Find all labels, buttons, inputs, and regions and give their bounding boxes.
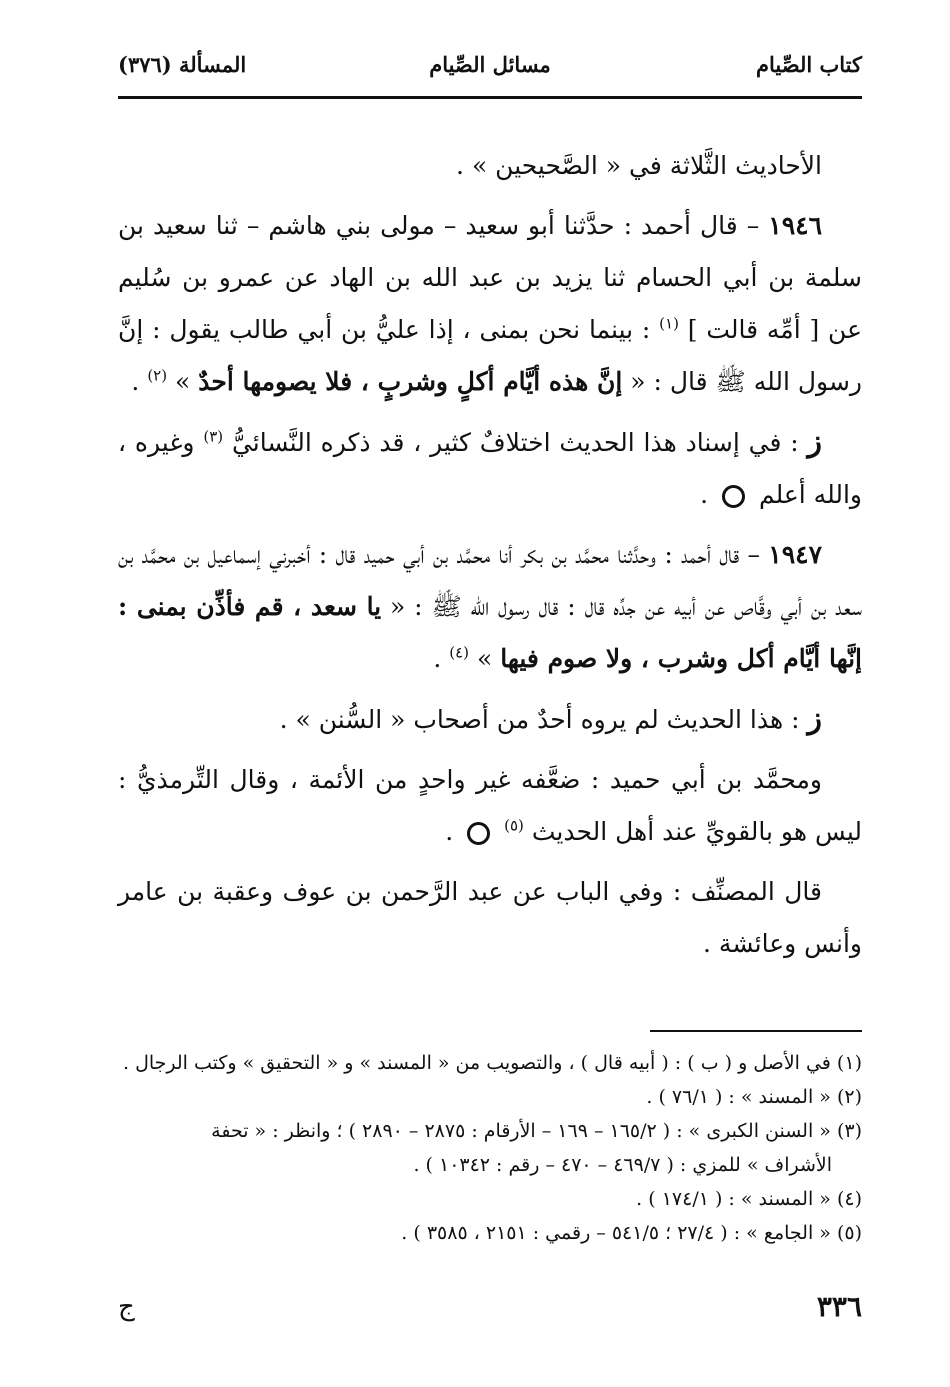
header-section-title: مسائل الصِّيام	[429, 52, 551, 77]
footnote-ref-3: (٣)	[203, 427, 224, 446]
author-comment: قال المصنِّف : وفي الباب عن عبد الرَّحمن بن عوف وعقبة بن عامر وأنس وعائشة .	[118, 877, 862, 958]
hadith-quote: إنَّ هذه أيَّام أكلٍ وشربٍ ، فلا يصومها أحدٌ	[198, 367, 623, 396]
footnote-1: (١) في الأصل و ( ب ) : ( أبيه قال ) ، والتصويب من « المسند » و « التحقيق » وكتب الرجال .	[122, 1052, 862, 1074]
intro-line: الأحاديث الثَّلاثة في « الصَّحيحين » .	[456, 151, 822, 180]
footnote-ref-2: (٢)	[147, 366, 168, 385]
footnote-4: (٤) « المسند » : ( ١٧٤/١ ) .	[636, 1188, 862, 1210]
hadith-quote: يا سعد ، قم فأذِّن بمنى : إنَّها أيَّام أكل وشرب ، ولا صوم فيها	[118, 592, 862, 673]
hadith-number: ١٩٤٧	[768, 540, 822, 569]
footnote-2: (٢) « المسند » : ( ٧٦/١ ) .	[646, 1086, 862, 1108]
end-circle-icon	[722, 485, 745, 508]
footnote-rule	[650, 1030, 862, 1032]
footnote-ref-1: (١)	[659, 314, 679, 333]
narrator-comment: ومحمَّد بن أبي حميد : ضعَّفه غير واحدٍ من الأئمة ، وقال التِّرمذيُّ : ليس هو بالقويِّ عند أهل الحديث $^{(٥)}$ .	[118, 765, 862, 846]
running-header	[118, 52, 862, 88]
hadith-1947: ١٩٤٧ – قال أحمد : وحدَّثنا محمَّد بن بكر أنا محمَّد بن أبي حميد قال : أخبرني إسماعيل بن محمَّد بن سعد بن أبي وقَّاص عن أبيه عن جدِّه قال : قال رسول الله ﷺ : « يا سعد ، قم فأذِّن بمنى : إنَّها أيَّام أكل وشرب ، ولا صوم فيها » $^{(٤)}$ .	[118, 540, 862, 673]
hadith-number: ١٩٤٦	[768, 211, 822, 240]
header-rule	[118, 96, 862, 99]
footnote-ref-5: (٥)	[504, 816, 524, 835]
page-number: ٣٣٦	[816, 1290, 862, 1323]
zay-mark: ز	[807, 424, 823, 459]
footnote-3-continued: الأشراف » للمزي : ( ٤٦٩/٧ – ٤٧٠ – رقم : ١٠٣٤٢ ) .	[413, 1154, 832, 1176]
hadith-1946: ١٩٤٦ – قال أحمد : حدَّثنا أبو سعيد – مولى بني هاشم – ثنا سعيد بن سلمة بن أبي الحسام ثنا يزيد بن عبد الله بن الهاد عن عمرو بن سُليم عن [ أمِّه قالت ] $^{(١)}$ : بينما نحن بمنى ، إذا عليُّ بن أبي طالب يقول : إنَّ رسول الله ﷺ قال : « إنَّ هذه أيَّام أكلٍ وشربٍ ، فلا يصومها أحدٌ » $^{(٢)}$ .	[118, 211, 862, 396]
zawaid-comment-2: ز : هذا الحديث لم يروه أحدٌ من أصحاب « السُّنن » .	[279, 701, 822, 736]
main-text	[118, 140, 862, 978]
footnotes	[118, 1046, 862, 1250]
header-issue-number: المسألة (٣٧٦)	[118, 52, 247, 77]
zawaid-comment-1: ز : في إسناد هذا الحديث اختلافٌ كثير ، قد ذكره النَّسائيُّ $^{(٣)}$ وغيره ، والله أعلم .	[118, 424, 862, 509]
footnote-3: (٣) « السنن الكبرى » : ( ١٦٥/٢ – ١٦٩ – الأرقام : ٢٨٧٥ – ٢٨٩٠ ) ؛ وانظر : « تحفة	[211, 1120, 862, 1142]
footnote-ref-4: (٤)	[449, 643, 470, 662]
footnote-5: (٥) « الجامع » : ( ٢٧/٤ ؛ ٥٤١/٥ – رقمي : ٢١٥١ ، ٣٥٨٥ ) .	[401, 1222, 862, 1244]
header-book-title: كتاب الصِّيام	[756, 52, 862, 77]
signature-mark: ج	[118, 1292, 135, 1322]
zay-mark: ز	[807, 701, 822, 736]
end-circle-icon	[467, 822, 490, 845]
